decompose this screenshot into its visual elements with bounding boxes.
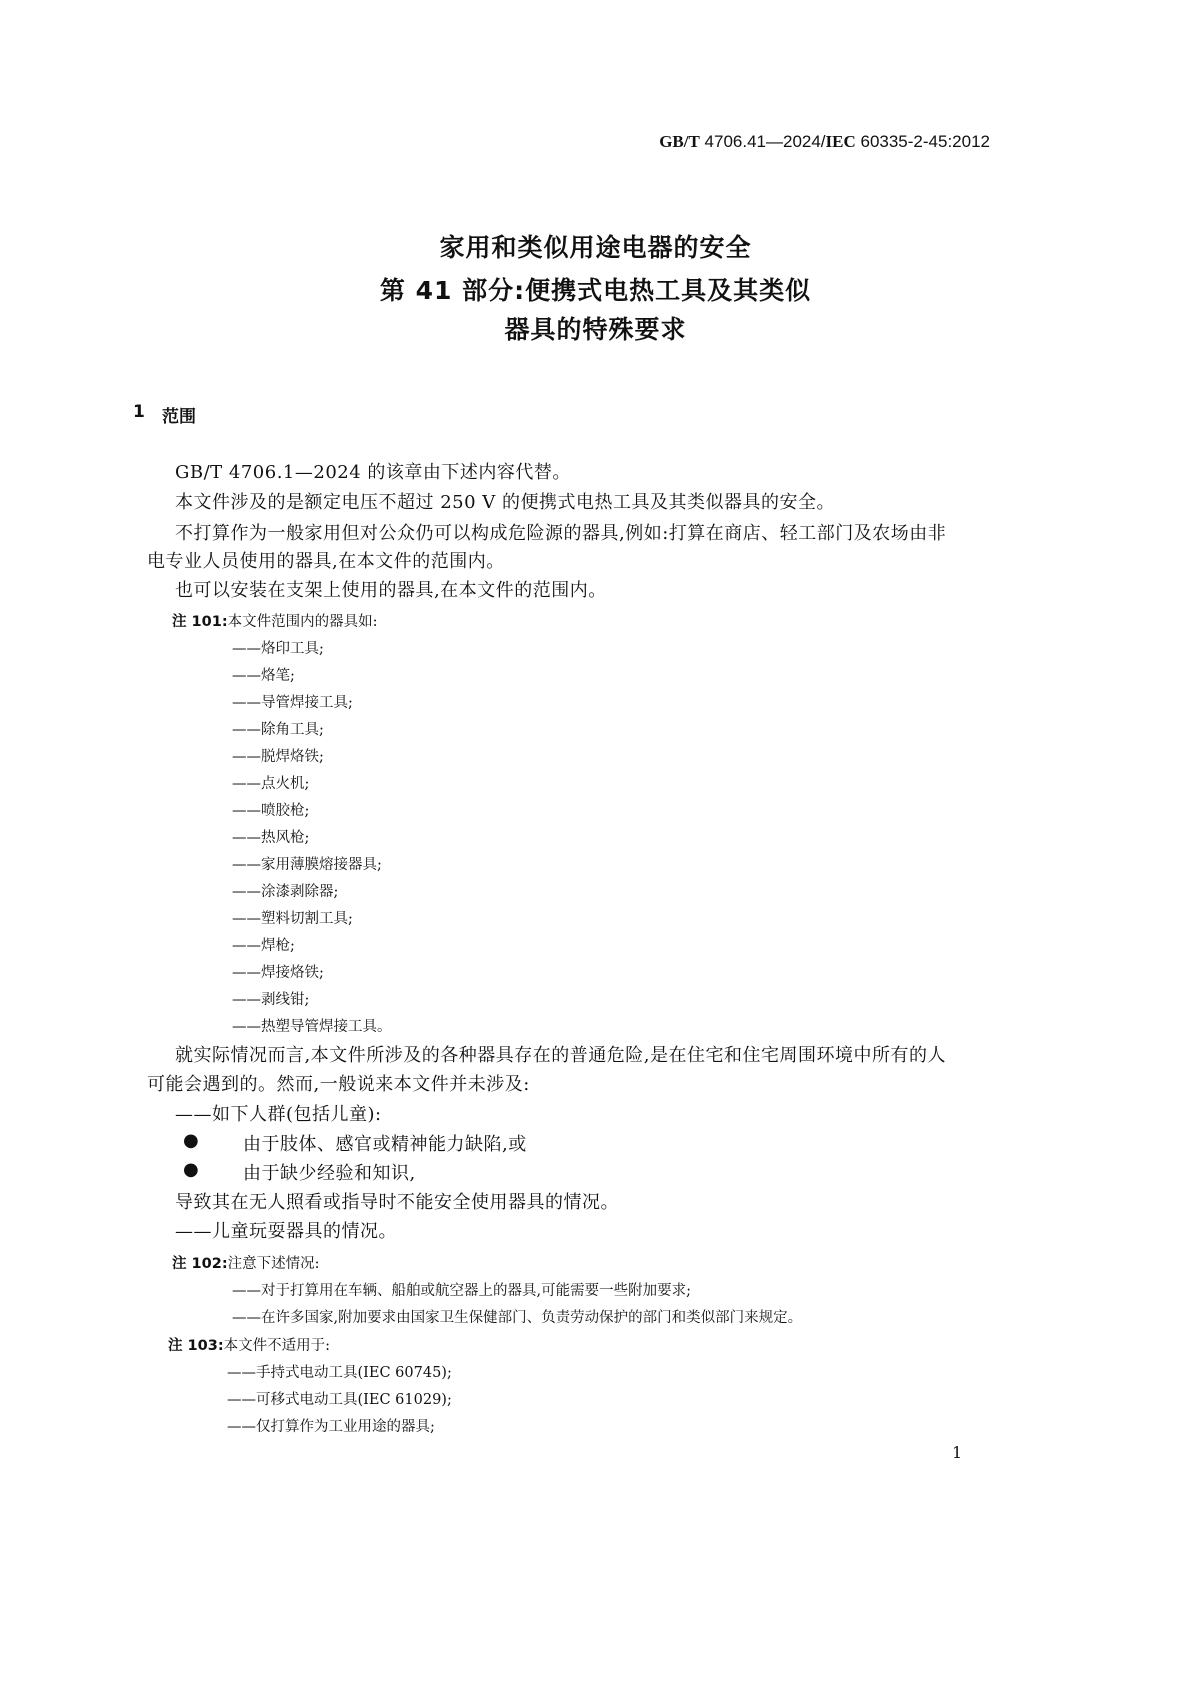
dash-item: ——如下人群(包括儿童):	[175, 1104, 382, 1125]
note-102	[172, 1252, 320, 1273]
list-item: ——对于打算用在车辆、船舶或航空器上的器具,可能需要一些附加要求;	[232, 1283, 691, 1299]
paragraph: 就实际情况而言,本文件所涉及的各种器具存在的普通危险,是在住宅和住宅周围环境中所有的人	[175, 1045, 946, 1066]
paragraph: 可能会遇到的。然而,一般说来本文件并未涉及:	[147, 1074, 530, 1095]
list-item: ——焊接烙铁;	[232, 965, 324, 981]
header-number: 4706.41—2024/	[699, 132, 826, 151]
paragraph: 电专业人员使用的器具,在本文件的范围内。	[147, 551, 505, 572]
list-item: ——塑料切割工具;	[232, 911, 353, 927]
note-text: 本文件范围内的器具如:	[227, 614, 378, 630]
list-item: ——在许多国家,附加要求由国家卫生保健部门、负责劳动保护的部门和类似部门来规定。	[232, 1310, 803, 1326]
bullet-item: 由于肢体、感官或精神能力缺陷,或	[243, 1134, 527, 1155]
list-item: ——喷胶枪;	[232, 803, 310, 819]
document-title-line-2: 第 41 部分:便携式电热工具及其类似	[379, 276, 812, 305]
list-item: ——烙印工具;	[232, 641, 324, 657]
list-item: ——家用薄膜熔接器具;	[232, 857, 382, 873]
list-item: ——可移式电动工具(IEC 61029);	[227, 1392, 452, 1408]
note-text: 本文件不适用于:	[223, 1338, 331, 1354]
document-title-line-3: 器具的特殊要求	[504, 315, 687, 344]
list-item: ——手持式电动工具(IEC 60745);	[227, 1365, 452, 1381]
list-item: ——点火机;	[232, 776, 310, 792]
paragraph: 导致其在无人照看或指导时不能安全使用器具的情况。	[175, 1192, 619, 1213]
document-title-line-1: 家用和类似用途电器的安全	[439, 233, 752, 262]
paragraph: 也可以安装在支架上使用的器具,在本文件的范围内。	[175, 580, 607, 601]
header-iec-number: 60335-2-45:2012	[855, 132, 990, 151]
section-number: 1	[133, 402, 145, 422]
bullet-icon: ●	[183, 1159, 200, 1180]
list-item: ——仅打算作为工业用途的器具;	[227, 1419, 435, 1435]
note-label: 注 101:	[172, 614, 228, 630]
dash-item: ——儿童玩耍器具的情况。	[175, 1221, 397, 1242]
list-item: ——烙笔;	[232, 668, 295, 684]
section-title: 范围	[162, 407, 196, 427]
list-item: ——除角工具;	[232, 722, 324, 738]
note-label: 注 103:	[168, 1338, 224, 1354]
list-item: ——剥线钳;	[232, 992, 310, 1008]
bullet-icon: ●	[183, 1130, 200, 1151]
header-iec: IEC	[825, 132, 856, 151]
list-item: ——热塑导管焊接工具。	[232, 1019, 392, 1035]
list-item: ——热风枪;	[232, 830, 310, 846]
list-item: ——脱焊烙铁;	[232, 749, 324, 765]
paragraph: 不打算作为一般家用但对公众仍可以构成危险源的器具,例如:打算在商店、轻工部门及农场由非	[175, 523, 947, 544]
note-label: 注 102:	[172, 1256, 228, 1272]
paragraph: GB/T 4706.1—2024 的该章由下述内容代替。	[175, 462, 571, 483]
paragraph: 本文件涉及的是额定电压不超过 250 V 的便携式电热工具及其类似器具的安全。	[175, 492, 836, 513]
list-item: ——涂漆剥除器;	[232, 884, 339, 900]
header-gbt: GB/T	[659, 132, 700, 151]
note-103	[168, 1334, 330, 1355]
page-number: 1	[952, 1443, 963, 1462]
list-item: ——焊枪;	[232, 938, 295, 954]
list-item: ——导管焊接工具;	[232, 695, 353, 711]
note-text: 注意下述情况:	[227, 1256, 320, 1272]
bullet-item: 由于缺少经验和知识,	[243, 1163, 416, 1184]
standard-number-header	[659, 132, 990, 152]
note-101	[172, 610, 378, 631]
